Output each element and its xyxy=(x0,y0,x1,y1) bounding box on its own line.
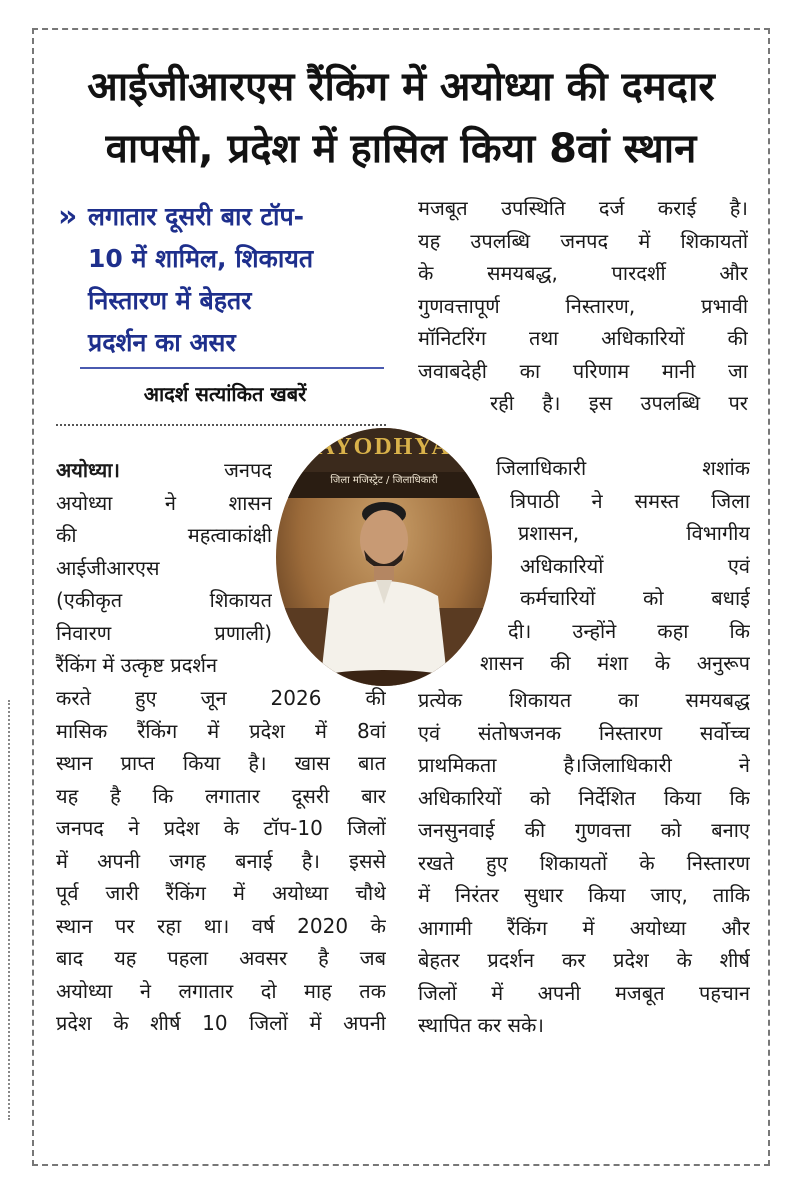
body-line: अयोध्या ने शासन xyxy=(56,490,272,515)
body-line: पूर्व जारी रैंकिंग में अयोध्या चौथे xyxy=(56,881,386,905)
body-line: आगामी रैंकिंग में अयोध्या और xyxy=(418,915,750,940)
subheadline-line-4: प्रदर्शन का असर xyxy=(88,328,236,357)
dateline: अयोध्या। xyxy=(56,458,120,482)
body-line: एवं संतोषजनक निस्तारण सर्वोच्च xyxy=(418,720,750,745)
body-column-left-top xyxy=(56,454,272,682)
body-line: निवारण प्रणाली) xyxy=(56,620,272,645)
byline-dotted-rule xyxy=(56,424,386,426)
portrait-illustration xyxy=(276,428,492,686)
subheadline-line-2: 10 में शामिल, शिकायत xyxy=(88,244,314,273)
body-line: मजबूत उपस्थिति दर्ज कराई है। xyxy=(418,196,748,220)
body-line: (एकीकृत शिकायत xyxy=(56,588,272,612)
body-line: यह उपलब्धि जनपद में शिकायतों xyxy=(418,228,748,253)
body-column-right-bottom xyxy=(418,684,750,1042)
body-line: आईजीआरएस xyxy=(56,555,160,580)
byline: आदर्श सत्यांकित खबरें xyxy=(143,382,307,406)
subheadline-line-3: निस्तारण में बेहतर xyxy=(88,286,252,315)
body-line: में निरंतर सुधार किया जाए, ताकि xyxy=(418,883,750,907)
body-line: स्थापित कर सके। xyxy=(418,1013,544,1037)
body-line: बेहतर प्रदर्शन कर प्रदेश के शीर्ष xyxy=(418,948,750,972)
body-line: बाद यह पहला अवसर है जब xyxy=(56,946,386,970)
body-line: प्रत्येक शिकायत का समयबद्ध xyxy=(418,688,750,712)
body-line: त्रिपाठी ने समस्त जिला xyxy=(510,488,750,513)
body-line: रैंकिंग में उत्कृष्ट प्रदर्शन xyxy=(56,653,218,677)
body-line: करते हुए जून 2026 की xyxy=(56,686,386,710)
headline-line-2: वापसी, प्रदेश में हासिल किया 8वां स्थान xyxy=(105,126,697,172)
body-column-left-bottom xyxy=(56,682,386,1040)
subheadline xyxy=(58,196,398,364)
body-line: जनसुनवाई की गुणवत्ता को बनाए xyxy=(418,818,750,842)
body-line: दी। उन्होंने कहा कि xyxy=(508,618,750,643)
body-line: में अपनी जगह बनाई है। इससे xyxy=(56,848,386,873)
double-chevron-icon: » xyxy=(58,199,78,234)
body-line: अयोध्या ने लगातार दो माह तक xyxy=(56,978,386,1003)
sign-subtext: जिला मजिस्ट्रेट / जिलाधिकारी xyxy=(330,475,438,486)
edge-dotted-line xyxy=(8,700,10,1120)
body-line: जवाबदेही का परिणाम मानी जा xyxy=(418,358,748,383)
body-line: अधिकारियों को निर्देशित किया कि xyxy=(418,785,750,810)
subheadline-line-1: लगातार दूसरी बार टॉप- xyxy=(88,202,305,231)
body-column-right-top xyxy=(418,192,748,420)
body-line: के समयबद्ध, पारदर्शी और xyxy=(418,261,748,285)
body-column-right-middle xyxy=(480,452,750,680)
subheadline-rule xyxy=(80,367,384,369)
body-line: स्थान प्राप्त किया है। खास बात xyxy=(56,751,386,775)
body-line: प्रदेश के शीर्ष 10 जिलों में अपनी xyxy=(56,1011,386,1035)
body-line: प्रशासन, विभागीय xyxy=(518,521,750,545)
body-line: की महत्वाकांक्षी xyxy=(56,523,272,547)
body-line: जिलाधिकारी शशांक xyxy=(496,456,750,480)
body-line: अधिकारियों एवं xyxy=(520,553,750,578)
body-line: जिलों में अपनी मजबूत पहचान xyxy=(418,980,750,1005)
body-line: कर्मचारियों को बधाई xyxy=(520,586,750,610)
body-line: मासिक रैंकिंग में प्रदेश में 8वां xyxy=(56,718,386,743)
body-line: यह है कि लगातार दूसरी बार xyxy=(56,783,386,808)
sign-text: AYODHYA xyxy=(317,434,451,460)
body-line: रखते हुए शिकायतों के निस्तारण xyxy=(418,850,750,875)
body-line: मॉनिटरिंग तथा अधिकारियों की xyxy=(418,326,748,350)
headline xyxy=(40,56,762,180)
body-line: स्थान पर रहा था। वर्ष 2020 के xyxy=(56,913,386,938)
body-line: रही है। इस उपलब्धि पर xyxy=(490,391,748,415)
body-line: अयोध्या। जनपद xyxy=(56,458,272,482)
official-photo xyxy=(276,428,492,686)
body-line: प्राथमिकता है।जिलाधिकारी ने xyxy=(418,753,750,777)
body-line: जनपद ने प्रदेश के टॉप-10 जिलों xyxy=(56,816,386,840)
headline-line-1: आईजीआरएस रैंकिंग में अयोध्या की दमदार xyxy=(87,64,715,110)
body-line: शासन की मंशा के अनुरूप xyxy=(480,651,750,675)
body-line: गुणवत्तापूर्ण निस्तारण, प्रभावी xyxy=(418,293,748,318)
